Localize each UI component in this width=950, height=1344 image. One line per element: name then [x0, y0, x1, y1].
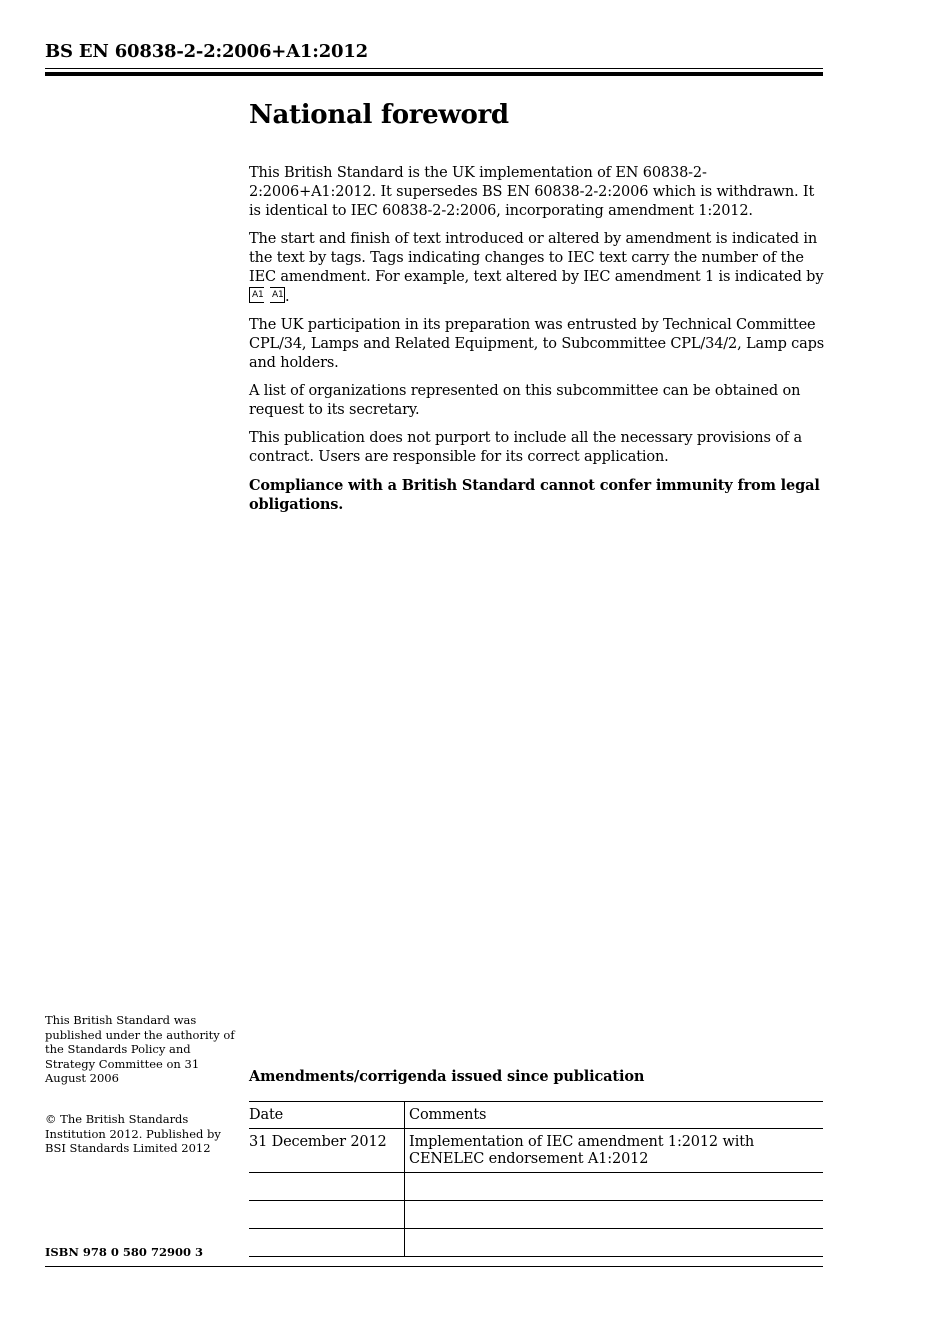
table-row — [249, 1129, 823, 1173]
empty-cell — [249, 1173, 405, 1201]
amendment-tags-end: . — [285, 289, 290, 305]
isbn: ISBN 978 0 580 72900 3 — [45, 1245, 203, 1259]
paragraph-implementation: This British Standard is the UK implementation of EN 60838-2-2:2006+A1:2012. It supersedes BS EN 60838-2-2:2006 which is withdrawn. It is identical to IEC 60838-2-2:2006, incorporating amendment 1:2012. — [249, 165, 815, 219]
publication-note: This British Standard was published under the authority of the Standards Policy and Strategy Committee on 31 August 2006 — [45, 1013, 235, 1085]
paragraph-amendment-tags — [249, 230, 829, 307]
amendment-comment: Implementation of IEC amendment 1:2012 with CENELEC endorsement A1:2012 — [405, 1129, 824, 1173]
paragraph-organizations: A list of organizations represented on this subcommittee can be obtained on request to its secretary. — [249, 383, 801, 418]
table-header-row — [249, 1102, 823, 1129]
amendment-date: 31 December 2012 — [249, 1129, 405, 1173]
column-header-date: Date — [249, 1102, 405, 1129]
paragraph-participation: The UK participation in its preparation was entrusted by Technical Committee CPL/34, Lamps and Related Equipment, to Subcommittee CPL/34/2, Lamp caps and holders. — [249, 317, 825, 371]
amendment-start-tag-icon: A1 — [249, 287, 264, 303]
empty-cell — [405, 1201, 824, 1229]
copyright-note: © The British Standards Institution 2012. Published by BSI Standards Limited 2012 — [45, 1112, 221, 1155]
footer-rule — [45, 1266, 823, 1267]
paragraph-provisions: This publication does not purport to include all the necessary provisions of a contract. Users are responsible for its correct application. — [249, 430, 802, 465]
table-row-empty — [249, 1229, 823, 1257]
empty-cell — [249, 1229, 405, 1257]
empty-cell — [405, 1229, 824, 1257]
document-number: BS EN 60838-2-2:2006+A1:2012 — [45, 41, 368, 62]
table-row-empty — [249, 1173, 823, 1201]
column-header-comments: Comments — [405, 1102, 824, 1129]
empty-cell — [249, 1201, 405, 1229]
page-title: National foreword — [249, 100, 509, 130]
empty-cell — [405, 1173, 824, 1201]
header-rule-thin — [45, 68, 823, 69]
foreword-body — [249, 164, 829, 523]
header-rule-thick — [45, 72, 823, 76]
amendments-table — [249, 1101, 823, 1257]
amendments-heading: Amendments/corrigenda issued since publication — [249, 1068, 645, 1085]
paragraph-compliance: Compliance with a British Standard cannot confer immunity from legal obligations. — [249, 477, 820, 513]
amendment-end-tag-icon: A1 — [270, 287, 285, 303]
table-row-empty — [249, 1201, 823, 1229]
amendment-tags-text: The start and finish of text introduced or altered by amendment is indicated in the text by tags. Tags indicating changes to IEC text carry the number of the IEC amendment. For example, text altered by IEC amendment 1 is indicated by — [249, 231, 824, 285]
